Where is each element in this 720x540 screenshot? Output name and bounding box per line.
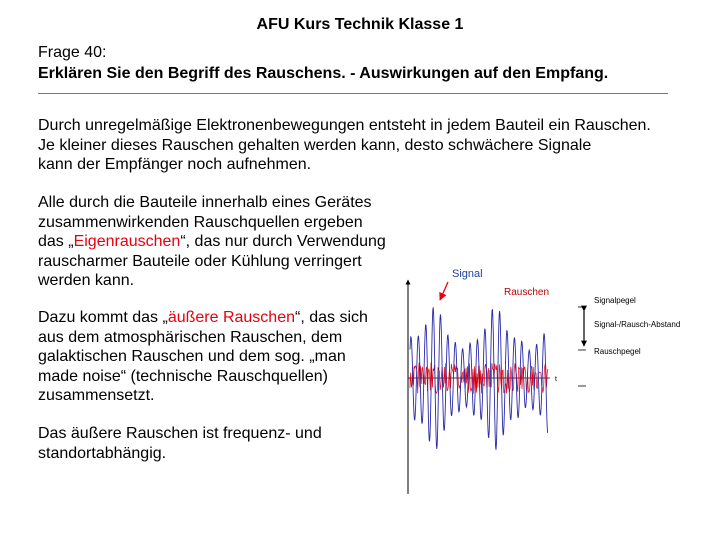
- text-line: zusammensetzt.: [38, 387, 155, 404]
- paragraph-intro: [38, 116, 651, 175]
- question-text: Erklären Sie den Begriff des Rauschens. - Auswirkungen auf den Empfang.: [38, 65, 609, 82]
- text-segment: “, das nur durch Verwendung: [180, 233, 386, 250]
- highlight-aeussere-rauschen: äußere Rauschen: [167, 309, 295, 326]
- divider-line: [38, 93, 668, 94]
- text-line: galaktischen Rauschen und dem sog. „man: [38, 348, 346, 365]
- text-segment: “, das sich: [295, 309, 368, 326]
- text-line: werden kann.: [38, 272, 135, 289]
- text-segment: das „: [38, 233, 74, 250]
- rauschen-label: Rauschen: [504, 287, 550, 298]
- text-line: made noise“ (technische Rauschquellen): [38, 367, 328, 385]
- highlight-eigenrauschen: Eigenrauschen: [73, 233, 181, 250]
- text-line: aus dem atmosphärischen Rauschen, dem: [38, 328, 343, 346]
- text-line: Je kleiner dieses Rauschen gehalten werden kann, desto schwächere Signale: [38, 136, 592, 154]
- paragraph-eigenrauschen: [38, 193, 386, 291]
- text-line: Das äußere Rauschen ist frequenz- und: [38, 425, 322, 442]
- question-number: Frage 40:: [38, 44, 107, 61]
- time-axis-label: t: [555, 376, 557, 383]
- text-line: Durch unregelmäßige Elektronenbewegungen entsteht in jedem Bauteil ein Rauschen.: [38, 117, 651, 134]
- text-line: [38, 232, 386, 252]
- signalpegel-label: Signalpegel: [594, 296, 636, 305]
- text-line: kann der Empfänger noch aufnehmen.: [38, 156, 312, 173]
- signal-label: Signal: [452, 268, 483, 280]
- paragraph-frequenz: [38, 424, 322, 463]
- text-segment: Dazu kommt das „: [38, 309, 168, 326]
- text-line: rauscharmer Bauteile oder Kühlung verringert: [38, 252, 362, 270]
- text-line: standortabhängig.: [38, 444, 167, 462]
- text-line: [38, 308, 368, 328]
- abstand-label: Signal-/Rausch-Abstand: [594, 320, 681, 329]
- noise-diagram: [398, 262, 708, 497]
- rauschpegel-label: Rauschpegel: [594, 347, 641, 356]
- slide-title: AFU Kurs Technik Klasse 1: [256, 16, 464, 33]
- text-line: zusammenwirkenden Rauschquellen ergeben: [38, 213, 363, 231]
- signal-pointer: [440, 282, 448, 300]
- paragraph-aeussere-rauschen: [38, 308, 368, 406]
- text-line: Alle durch die Bauteile innerhalb eines Gerätes: [38, 194, 372, 211]
